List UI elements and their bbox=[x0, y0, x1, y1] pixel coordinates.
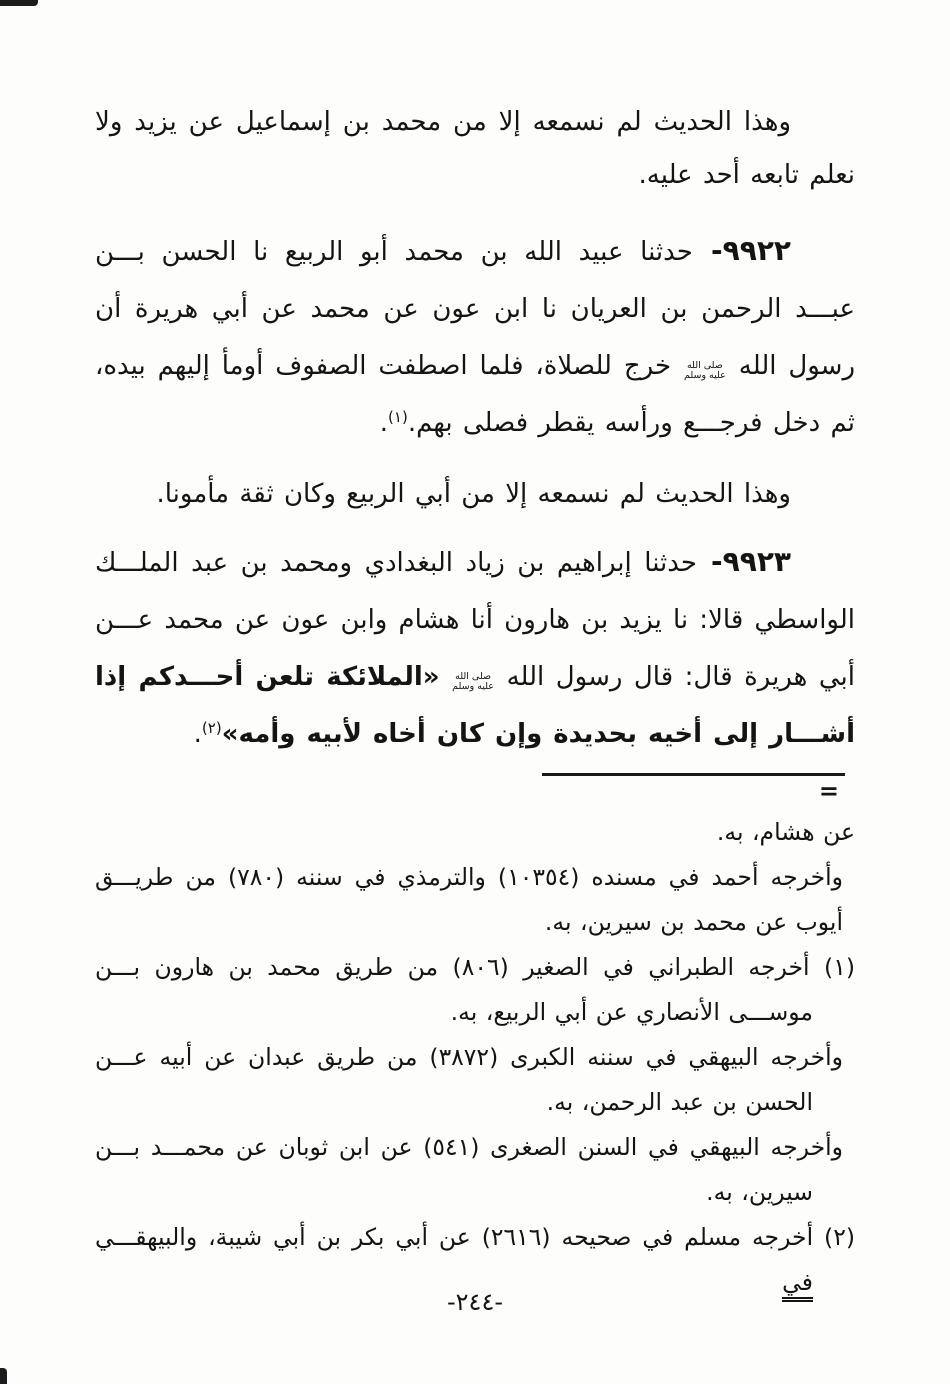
hadith-9922 bbox=[95, 222, 855, 452]
footnote-1-takhrij-3: وأخرجه البيهقي في السنن الصغرى (٥٤١) عن ابن ثوبان عن محمـــد بـــن سيرين، به. bbox=[95, 1133, 844, 1206]
sallallahu-line1: صلى الله bbox=[686, 360, 723, 371]
footnote-2-continued-word: في bbox=[782, 1268, 813, 1302]
sallallahu-line2: عليه وسلم bbox=[684, 370, 726, 381]
closing-note-2: وهذا الحديث لم نسمعه إلا من أبي الربيع وكان ثقة مأمونا. bbox=[156, 479, 791, 509]
hadith-9923-isnad: حدثنا إبراهيم بن زياد البغدادي ومحمد بن عبد الملـــك الواسطي قالا: نا يزيد بن هارون أنا هشام وابن عون عن محمد عـــن أبي هريرة قال: قال رسول الله bbox=[95, 548, 856, 692]
page-number: -٢٤٤- bbox=[446, 1288, 503, 1316]
footnote-1 bbox=[95, 945, 855, 1035]
footnotes-block bbox=[95, 810, 855, 1305]
hadith-9923-number bbox=[697, 545, 791, 578]
hadith-number-digits: ٩٩٢٢ bbox=[722, 234, 791, 267]
footnote-continued-paragraph: وأخرجه أحمد في مسنده (١٠٣٥٤) والترمذي في سننه (٧٨٠) من طريـــق أيوب عن محمد بن سيرين، به. bbox=[95, 863, 843, 936]
footnote-ref-2: (٢) bbox=[201, 719, 222, 737]
footnote-1-takhrij-2: وأخرجه البيهقي في سننه الكبرى (٣٨٧٢) من طريق عبدان عن أبيه عـــن الحسن بن عبد الرحمن، به. bbox=[95, 1043, 844, 1116]
footnote-1-text: أخرجه الطبراني في الصغير (٨٠٦) من طريق محمد بن هارون بـــن موســـى الأنصاري عن أبي الربيع، به. bbox=[95, 953, 813, 1026]
scan-artifact-bottom-left bbox=[0, 1368, 7, 1384]
footnote-continuation-mark-top: = bbox=[818, 777, 839, 805]
sallallahu-line2: عليه وسلم bbox=[452, 681, 494, 692]
hadith-number-digits: ٩٩٢٣ bbox=[722, 545, 791, 578]
footnote-ref-1: (١) bbox=[388, 408, 408, 426]
sallallahu-symbol bbox=[451, 672, 495, 692]
hadith-9923-matn-bold: «الملائكة تلعن أحـــدكم إذا أشـــار إلى أخيه بحديدة وإن كان أخاه لأبيه وأمه» bbox=[95, 662, 855, 749]
text-block bbox=[95, 96, 855, 1305]
closing-note-1: وهذا الحديث لم نسمعه إلا من محمد بن إسماعيل عن يزيد ولا نعلم تابعه أحد عليه. bbox=[95, 107, 855, 190]
hadith-number-dash: - bbox=[697, 545, 723, 578]
hadith-9922-matn: خرج للصلاة، فلما اصطفت الصفوف أومأ إليهم بيده، ثم دخل فرجـــع ورأسه يقطر فصلى بهم. bbox=[95, 351, 855, 438]
footnote-1-marker: (١) bbox=[824, 953, 855, 981]
hadith-9922-period: . bbox=[379, 408, 389, 438]
footnote-2-marker: (٢) bbox=[824, 1223, 855, 1251]
hadith-9922-number bbox=[693, 234, 791, 267]
scan-artifact-top-left bbox=[0, 0, 38, 6]
hadith-9922-isnad: حدثنا عبيد الله بن محمد أبو الربيع نا الحسن بـــن عبـــد الرحمن بن العريان نا ابن عون عن محمد عن أبي هريرة أن رسول الله bbox=[95, 237, 856, 381]
hadith-9923 bbox=[95, 533, 855, 763]
footnote-2-text: أخرجه مسلم في صحيحه (٢٦١٦) عن أبي بكر بن أبي شيبة، والبيهقـــي bbox=[95, 1223, 814, 1251]
hadith-9923-period: . bbox=[193, 719, 202, 749]
hadith-number-dash: - bbox=[692, 234, 723, 267]
sallallahu-line1: صلى الله bbox=[455, 671, 492, 682]
footnote-continued-line: عن هشام، به. bbox=[716, 818, 855, 846]
footnote-separator-line bbox=[542, 773, 845, 776]
sallallahu-symbol bbox=[683, 361, 727, 381]
